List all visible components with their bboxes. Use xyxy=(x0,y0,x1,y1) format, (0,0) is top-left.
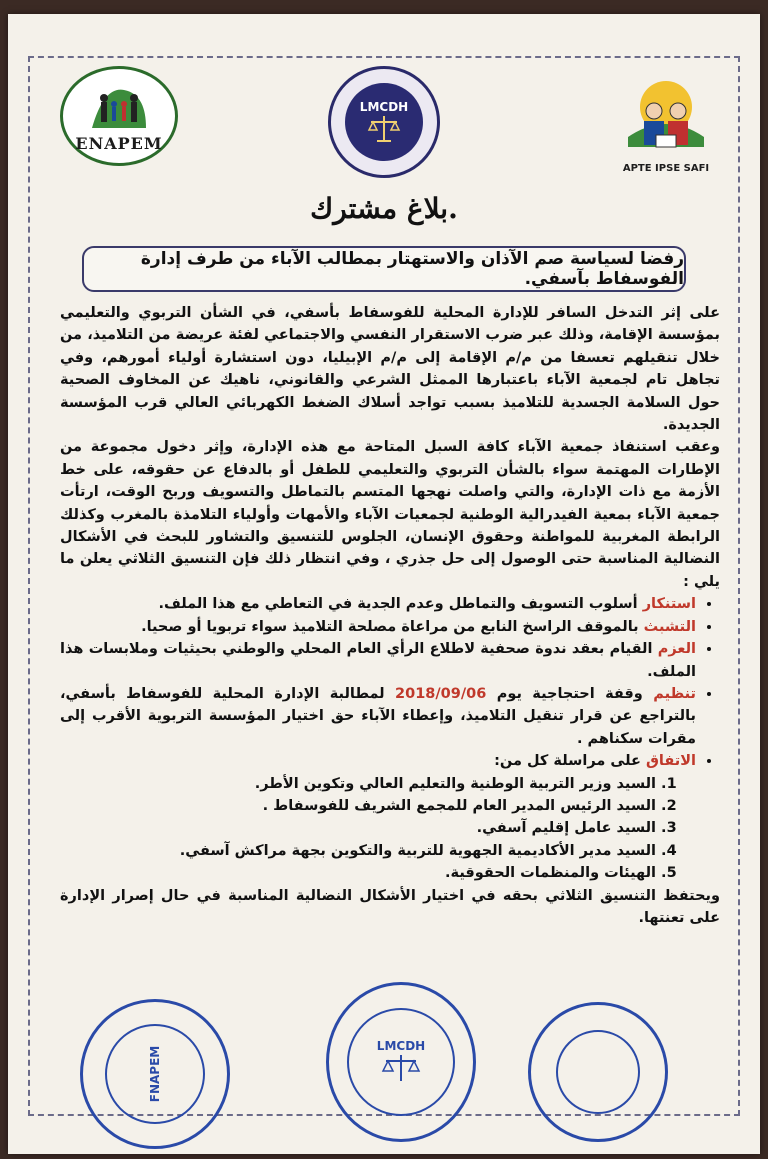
bullet-keyword: العزم xyxy=(657,641,696,658)
scales-of-justice-icon xyxy=(367,114,401,144)
lmcdh-stamp-inner xyxy=(347,1008,455,1116)
list-item xyxy=(60,750,696,772)
lmcdh-logo-text: LMCDH xyxy=(359,100,409,114)
bullet-keyword: تنظيم xyxy=(653,685,696,702)
lmcdh-logo-inner xyxy=(345,83,423,161)
bullet-text: القيام بعقد ندوة صحفية لاطلاع الرأي العام المحلي والوطني بحيثيات وملابسات هذا الملف. xyxy=(60,641,696,680)
enapem-logo xyxy=(60,66,178,166)
page-title: بلاغ مشترك. xyxy=(310,192,458,225)
list-item xyxy=(60,683,696,750)
bullet-text: على مراسلة كل من: xyxy=(494,753,646,770)
recipients-list xyxy=(60,773,720,885)
fnapem-stamp-inner xyxy=(105,1024,205,1124)
recipient-item: 2. السيد الرئيس المدير العام للمجمع الشريف للفوسفاط . xyxy=(60,795,656,817)
announcement-list xyxy=(60,593,720,772)
recipient-item: 3. السيد عامل إقليم آسفي. xyxy=(60,817,656,839)
lmcdh-stamp xyxy=(326,982,476,1142)
bullet-keyword: استنكار xyxy=(642,596,696,613)
lmcdh-logo xyxy=(328,66,440,178)
bullet-text: أسلوب التسويف والتماطل وعدم الجدية في التعاطي مع هذا الملف. xyxy=(158,596,643,613)
apte-logo-text: APTE IPSE SAFI xyxy=(622,162,710,174)
closing-paragraph: ويحتفظ التنسيق الثلاثي بحقه في اختيار الأشكال النضالية المناسبة في حال إصرار الإدارة على تعنتها. xyxy=(60,887,720,926)
list-item xyxy=(60,616,696,638)
enapem-logo-text: ENAPEM xyxy=(75,133,163,153)
paragraph-intro: على إثر التدخل السافر للإدارة المحلية للفوسفاط بأسفي، في الشأن التربوي والتعليمي بمؤسسة الإقامة، وذلك عبر ضرب الاستقرار النفسي والاجتماعي لفئة عريضة من التلاميذ، من خلال تنقيلهم تعسفا من م/م الإقامة إلى م/م الإبيليا، دون استشارة أولياء أمورهم، وفي تجاهل تام لجمعية الآباء باعتبارها الممثل الشرعي والقانوني، ناهيك عن المخاوف الصحية حول السلامة الجسدية للتلاميذ بسبب تواجد أسلاك الضغط الكهربائي العالي قرب المؤسسة الجديدة. xyxy=(60,305,720,434)
recipient-item: 5. الهيئات والمنظمات الحقوقية. xyxy=(60,862,656,884)
bullet-text: بالموقف الراسخ النابع من مراعاة مصلحة التلاميذ سواء تربويا أو صحيا. xyxy=(141,618,644,635)
apte-ipse-safi-logo xyxy=(610,66,722,184)
stamp-scales-icon xyxy=(381,1053,421,1085)
bullet-keyword: التشبث xyxy=(643,618,696,635)
list-item xyxy=(60,593,696,615)
list-item xyxy=(60,638,696,683)
document-body xyxy=(60,302,720,929)
bullet-keyword: الاتفاق xyxy=(645,753,696,770)
protest-date: 2018/09/06 xyxy=(395,685,487,702)
bullet-text: وقفة احتجاجية يوم xyxy=(486,685,654,702)
bullet-text: لمطالبة الإدارة المحلية للفوسفاط بأسفي، بالتراجع عن قرار تنقيل التلاميذ، وإعطاء الآباء حق اختيار المؤسسة التربوية الأقرب إلى مقرات سكناهم . xyxy=(60,685,696,747)
parents-sun-icon xyxy=(618,77,714,161)
fnapem-stamp xyxy=(80,999,230,1149)
association-stamp-inner xyxy=(556,1030,640,1114)
association-stamp xyxy=(528,1002,668,1142)
lmcdh-stamp-text: LMCDH xyxy=(376,1039,426,1053)
document-page xyxy=(8,14,760,1154)
subject-box: رفضا لسياسة صم الآذان والاستهتار بمطالب الآباء من طرف إدارة الفوسفاط بآسفي. xyxy=(82,246,686,292)
fnapem-stamp-text: FNAPEM xyxy=(148,1045,162,1103)
paragraph-context: وعقب استنفاذ جمعية الآباء كافة السبل المتاحة مع هذه الإدارة، وإثر دخول مجموعة من الإطارات المهتمة سواء بالشأن التربوي والتعليمي للطفل أو بالدفاع عن حقوقه، على خط الأزمة مع ذات الإدارة، والتي واصلت نهجها المتسم بالتماطل والتسويف وربح الوقت، ارتأت جمعية الآباء بمعية الفيدرالية الوطنية لجمعيات الآباء والأمهات وأولياء التلامذة بالمغرب وكذلك الرابطة المغربية للمواطنة وحقوق الإنسان، الجلوس للتنسيق والتشاور للبحث في الأشكال النضالية المناسبة حتى الوصول إلى حل جذري ، وفي انتظار ذلك فإن التنسيق الثلاثي يعلن ما يلي : xyxy=(60,439,720,590)
family-icon xyxy=(84,80,154,130)
recipient-item: 4. السيد مدير الأكاديمية الجهوية للتربية والتكوين بجهة مراكش آسفي. xyxy=(60,840,656,862)
recipient-item: 1. السيد وزير التربية الوطنية والتعليم العالي وتكوين الأطر. xyxy=(60,773,656,795)
